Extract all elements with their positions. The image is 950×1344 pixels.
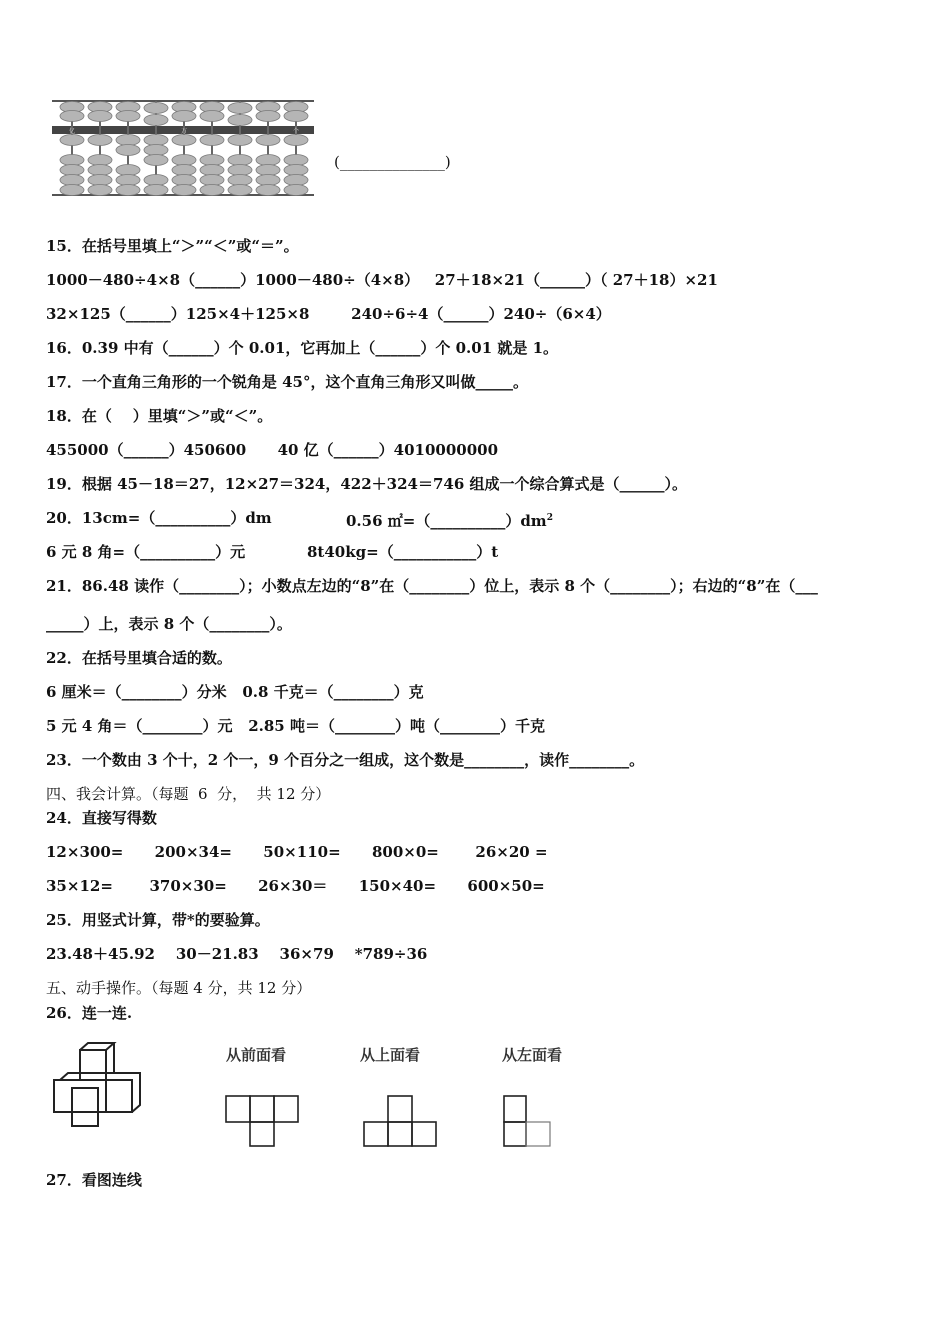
abacus-bead (200, 185, 224, 196)
abacus-bead (256, 155, 280, 166)
abacus-bead (284, 155, 308, 166)
abacus-bead (172, 165, 196, 176)
q15-row1: 1000－480÷4×8（______）1000－480÷（4×8） 27＋18×21（______）（ 27＋18）×21 (46, 271, 718, 289)
abacus-bead (144, 103, 168, 114)
abacus-bead (144, 145, 168, 156)
abacus-bead (228, 185, 252, 196)
abacus-bead (60, 135, 84, 146)
q22-row1: 6 厘米＝（________）分米 0.8 千克＝（________）克 (46, 683, 424, 701)
q20-a2 (346, 508, 553, 531)
top-view-label: 从上面看 (360, 1046, 421, 1064)
abacus-bead (60, 175, 84, 186)
left-view-shape[interactable] (500, 1094, 560, 1150)
abacus-bead (144, 135, 168, 146)
q15-title: 15．在括号里填上“＞”“＜”或“＝”。 (46, 237, 299, 255)
abacus-bead (116, 135, 140, 146)
abacus-bead (256, 111, 280, 122)
abacus-bead (172, 155, 196, 166)
abacus-bead (200, 111, 224, 122)
abacus-bead (172, 135, 196, 146)
abacus-bead (88, 155, 112, 166)
q18-row: 455000（______）450600 40 亿（______）4010000000 (46, 441, 499, 459)
abacus-bead (284, 165, 308, 176)
abacus-bead (144, 185, 168, 196)
abacus-bead (172, 185, 196, 196)
abacus-answer-blank[interactable]: (______________) (334, 153, 451, 171)
q18-title: 18．在（ ）里填“＞”或“＜”。 (46, 407, 273, 425)
abacus-bead (116, 175, 140, 186)
front-view-shape[interactable] (224, 1094, 304, 1150)
abacus-rod-label: 亿 (68, 128, 76, 135)
q15-row2: 32×125（______）125×4＋125×8 240÷6÷4（______）240÷（6×4） (46, 305, 611, 323)
q25-row: 23.48＋45.92 30－21.83 36×79 *789÷36 (46, 945, 428, 963)
abacus-bead (228, 115, 252, 126)
abacus-bead (200, 175, 224, 186)
abacus-bead (60, 111, 84, 122)
q20-a2-sup: 2 (546, 513, 553, 523)
abacus-bead (116, 185, 140, 196)
left-view-label: 从左面看 (502, 1046, 563, 1064)
abacus-bead (256, 175, 280, 186)
section-5-heading: 五、动手操作。（每题 4 分，共 12 分） (46, 979, 312, 997)
abacus-rod-label: 万 (180, 128, 188, 135)
q24-row2: 35×12= 370×30= 26×30＝ 150×40= 600×50= (46, 877, 545, 895)
abacus-bead (144, 115, 168, 126)
q20-a1: 20．13cm=（__________）dm (46, 509, 272, 527)
abacus-bead (116, 111, 140, 122)
abacus-bead (88, 111, 112, 122)
q19: 19．根据 45－18＝27，12×27＝324，422＋324＝746 组成一个综合算式是（______）。 (46, 475, 688, 493)
q20-a2-text: 0.56 ㎡=（__________）dm (346, 512, 547, 530)
abacus-bead (200, 165, 224, 176)
abacus-bead (228, 175, 252, 186)
abacus-bead (256, 135, 280, 146)
q24-title: 24．直接写得数 (46, 809, 157, 827)
q17: 17．一个直角三角形的一个锐角是 45°，这个直角三角形又叫做_____。 (46, 373, 528, 391)
abacus-bead (200, 135, 224, 146)
abacus-bead (228, 155, 252, 166)
abacus-rod-label: 个 (292, 128, 300, 135)
q27-title: 27．看图连线 (46, 1171, 142, 1189)
abacus-bead (88, 165, 112, 176)
q25-title: 25．用竖式计算，带*的要验算。 (46, 911, 270, 929)
abacus-figure (50, 98, 320, 198)
q22-row2: 5 元 4 角＝（________）元 2.85 吨＝（________）吨（________）千克 (46, 717, 545, 735)
abacus-bead (200, 155, 224, 166)
section-4-heading: 四、我会计算。（每题 6 分， 共 12 分） (46, 785, 331, 803)
abacus-bead (256, 185, 280, 196)
abacus-bead (228, 165, 252, 176)
abacus-bead (60, 155, 84, 166)
abacus-bead (228, 135, 252, 146)
abacus-bead (172, 111, 196, 122)
q23: 23．一个数由 3 个十，2 个一，9 个百分之一组成，这个数是________，读作________。 (46, 751, 645, 769)
abacus-bead (116, 145, 140, 156)
abacus-bead (256, 165, 280, 176)
q21-line1: 21．86.48 读作（________）；小数点左边的“8”在（________）位上，表示 8 个（________）；右边的“8”在（___ (46, 577, 818, 595)
q20-b1: 6 元 8 角=（__________）元 (46, 543, 246, 561)
q21-line2: _____）上，表示 8 个（________）。 (46, 615, 292, 633)
abacus-bead (228, 103, 252, 114)
abacus-bead (88, 175, 112, 186)
top-view-shape[interactable] (362, 1094, 442, 1150)
abacus-bead (144, 155, 168, 166)
q16: 16．0.39 中有（______）个 0.01，它再加上（______）个 0.01 就是 1。 (46, 339, 559, 357)
q20-b2: 8t40kg=（___________）t (307, 543, 499, 561)
abacus-bead (284, 111, 308, 122)
abacus-bead (88, 185, 112, 196)
abacus-bead (60, 165, 84, 176)
q26-title: 26．连一连. (46, 1004, 133, 1022)
abacus-bead (60, 185, 84, 196)
abacus-bead (284, 135, 308, 146)
abacus-bead (144, 175, 168, 186)
abacus-bead (284, 175, 308, 186)
abacus-bead (172, 175, 196, 186)
cube-stack-figure (50, 1040, 150, 1130)
abacus-bead (116, 165, 140, 176)
q24-row1: 12×300= 200×34= 50×110= 800×0= 26×20 = (46, 843, 548, 861)
front-view-label: 从前面看 (226, 1046, 287, 1064)
abacus-bead (284, 185, 308, 196)
q22-title: 22．在括号里填合适的数。 (46, 649, 232, 667)
abacus-bead (88, 135, 112, 146)
